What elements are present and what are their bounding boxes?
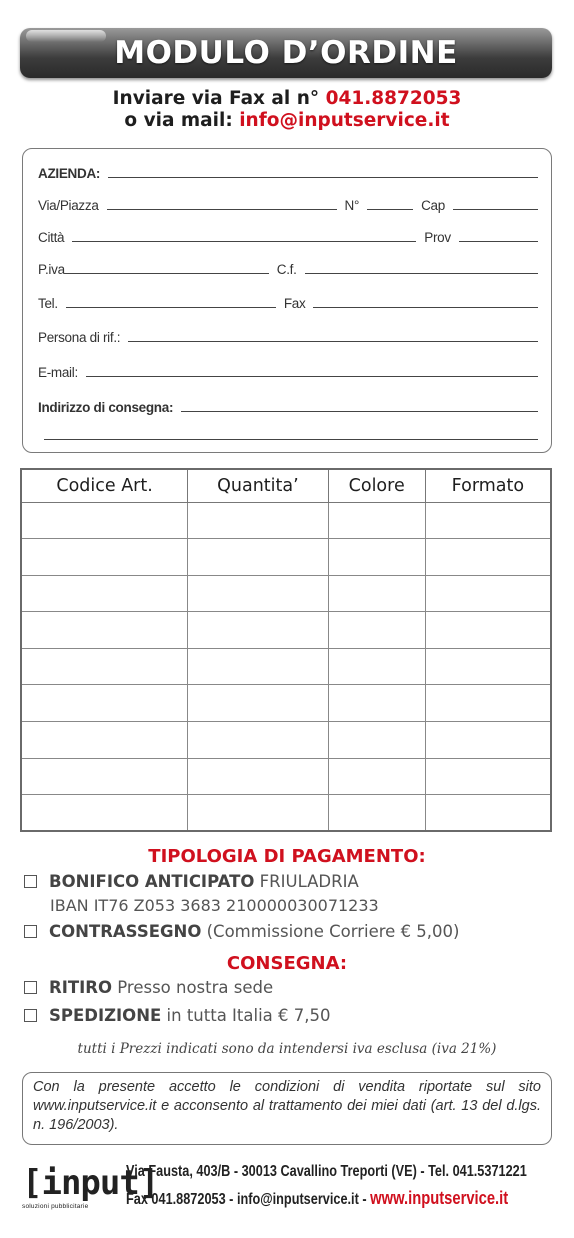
email-field[interactable] — [86, 376, 538, 377]
table-cell[interactable] — [21, 795, 188, 832]
numero-label: N° — [344, 198, 360, 213]
table-cell[interactable] — [328, 575, 425, 612]
bonifico-checkbox[interactable] — [24, 875, 37, 888]
table-cell[interactable] — [21, 685, 188, 722]
ritiro-detail: Presso nostra sede — [117, 978, 274, 997]
azienda-field[interactable] — [108, 177, 538, 178]
page-title: MODULO D’ORDINE — [114, 35, 458, 71]
piva-label: P.iva — [38, 262, 65, 277]
consegna-field[interactable] — [181, 411, 538, 412]
table-row — [21, 685, 551, 722]
table-header-row — [21, 469, 551, 502]
tel-label: Tel. — [38, 296, 58, 311]
table-row — [21, 539, 551, 576]
table-cell[interactable] — [425, 758, 551, 795]
azienda-row — [38, 162, 538, 182]
vat-note: tutti i Prezzi indicati sono da intendersi iva esclusa (iva 21%) — [77, 1041, 497, 1057]
ritiro-checkbox[interactable] — [24, 981, 37, 994]
azienda-label: AZIENDA: — [38, 166, 101, 181]
consegna-field-2[interactable] — [44, 439, 538, 440]
table-row — [21, 502, 551, 539]
table-cell[interactable] — [188, 795, 328, 832]
persona-label: Persona di rif.: — [38, 330, 121, 345]
mail-prefix: o via mail: — [124, 110, 233, 131]
consegna-row — [38, 396, 538, 416]
table-cell[interactable] — [328, 685, 425, 722]
table-row — [21, 575, 551, 612]
persona-row — [38, 326, 538, 346]
table-cell[interactable] — [188, 722, 328, 759]
cap-label: Cap — [421, 198, 445, 213]
piva-row — [38, 258, 538, 278]
terms-box: Con la presente accetto le condizioni di vendita riportate sul sito www.inputservice.it e acconsento al trattamento dei miei dati (art. 13 del d.lgs. n. 196/2003). — [22, 1072, 552, 1145]
bonifico-label: BONIFICO ANTICIPATO — [49, 872, 255, 891]
delivery-title: CONSEGNA: — [226, 953, 348, 974]
table-cell[interactable] — [425, 539, 551, 576]
table-cell[interactable] — [328, 795, 425, 832]
column-header: Codice Art. — [21, 469, 188, 502]
column-header: Quantita’ — [188, 469, 328, 502]
table-row — [21, 722, 551, 759]
table-cell[interactable] — [188, 502, 328, 539]
ritiro-option — [24, 978, 273, 997]
ritiro-label: RITIRO — [49, 978, 112, 997]
table-cell[interactable] — [21, 648, 188, 685]
footer-address: Via Fausta, 403/B - 30013 Cavallino Treporti (VE) - Tel. 041.5371221 — [126, 1163, 527, 1180]
email-label: E-mail: — [38, 365, 78, 380]
fax-label: Fax — [283, 296, 306, 311]
table-cell[interactable] — [425, 795, 551, 832]
table-cell[interactable] — [425, 722, 551, 759]
fax-number: 041.8872053 — [325, 88, 462, 109]
table-cell[interactable] — [21, 502, 188, 539]
numero-field[interactable] — [367, 209, 413, 210]
cap-field[interactable] — [453, 209, 538, 210]
footer-contacts — [126, 1188, 508, 1209]
table-cell[interactable] — [425, 502, 551, 539]
fax-prefix: Inviare via Fax al n° — [112, 88, 320, 109]
table-cell[interactable] — [425, 648, 551, 685]
table-cell[interactable] — [328, 722, 425, 759]
prov-field[interactable] — [459, 241, 538, 242]
via-label: Via/Piazza — [38, 198, 99, 213]
footer-website-link[interactable]: www.inputservice.it — [370, 1188, 509, 1208]
citta-label: Città — [38, 230, 65, 245]
contrassegno-checkbox[interactable] — [24, 925, 37, 938]
column-header: Colore — [328, 469, 425, 502]
email-row — [38, 361, 538, 381]
cf-field[interactable] — [305, 273, 538, 274]
fax-line — [0, 88, 574, 109]
mail-link[interactable]: info@inputservice.it — [239, 110, 450, 131]
table-cell[interactable] — [188, 685, 328, 722]
table-cell[interactable] — [21, 758, 188, 795]
tel-row — [38, 292, 538, 312]
table-row — [21, 758, 551, 795]
table-cell[interactable] — [328, 612, 425, 649]
order-table — [20, 468, 552, 832]
table-cell[interactable] — [328, 502, 425, 539]
spedizione-checkbox[interactable] — [24, 1009, 37, 1022]
table-cell[interactable] — [21, 539, 188, 576]
table-cell[interactable] — [328, 539, 425, 576]
table-cell[interactable] — [188, 648, 328, 685]
consegna-row-2 — [44, 424, 538, 444]
cf-label: C.f. — [276, 262, 297, 277]
mail-line — [0, 110, 574, 131]
fax-field[interactable] — [313, 307, 538, 308]
table-cell[interactable] — [328, 648, 425, 685]
citta-row — [38, 226, 538, 246]
bonifico-option — [24, 872, 359, 891]
persona-field[interactable] — [128, 341, 538, 342]
table-cell[interactable] — [21, 612, 188, 649]
via-row — [38, 194, 538, 214]
logo-wordmark: [input] — [22, 1163, 159, 1203]
logo-tagline: soluzioni pubblicitarie — [22, 1203, 89, 1210]
via-field[interactable] — [107, 209, 337, 210]
tel-field[interactable] — [66, 307, 276, 308]
contrassegno-option — [24, 922, 459, 941]
table-row — [21, 795, 551, 832]
spedizione-detail: in tutta Italia € 7,50 — [166, 1006, 331, 1025]
table-cell[interactable] — [188, 575, 328, 612]
table-cell[interactable] — [21, 722, 188, 759]
table-row — [21, 648, 551, 685]
table-cell[interactable] — [425, 575, 551, 612]
bonifico-bank: FRIULADRIA — [259, 872, 359, 891]
payment-title: TIPOLOGIA DI PAGAMENTO: — [148, 846, 426, 867]
input-logo — [22, 1163, 159, 1213]
table-cell[interactable] — [188, 758, 328, 795]
table-cell[interactable] — [425, 685, 551, 722]
table-cell[interactable] — [188, 539, 328, 576]
footer-fax-mail: Fax 041.8872053 - info@inputservice.it - — [126, 1191, 371, 1208]
citta-field[interactable] — [72, 241, 416, 242]
contrassegno-commission: (Commissione Corriere € 5,00) — [206, 922, 460, 941]
table-cell[interactable] — [425, 612, 551, 649]
spedizione-option — [24, 1006, 331, 1025]
table-cell[interactable] — [328, 758, 425, 795]
table-cell[interactable] — [188, 612, 328, 649]
column-header: Formato — [425, 469, 551, 502]
consegna-label: Indirizzo di consegna: — [38, 400, 174, 415]
contrassegno-label: CONTRASSEGNO — [49, 922, 202, 941]
table-row — [21, 612, 551, 649]
spedizione-label: SPEDIZIONE — [49, 1006, 162, 1025]
table-cell[interactable] — [21, 575, 188, 612]
piva-field[interactable] — [65, 273, 269, 274]
prov-label: Prov — [424, 230, 451, 245]
iban-text: IBAN IT76 Z053 3683 210000030071233 — [50, 896, 379, 915]
